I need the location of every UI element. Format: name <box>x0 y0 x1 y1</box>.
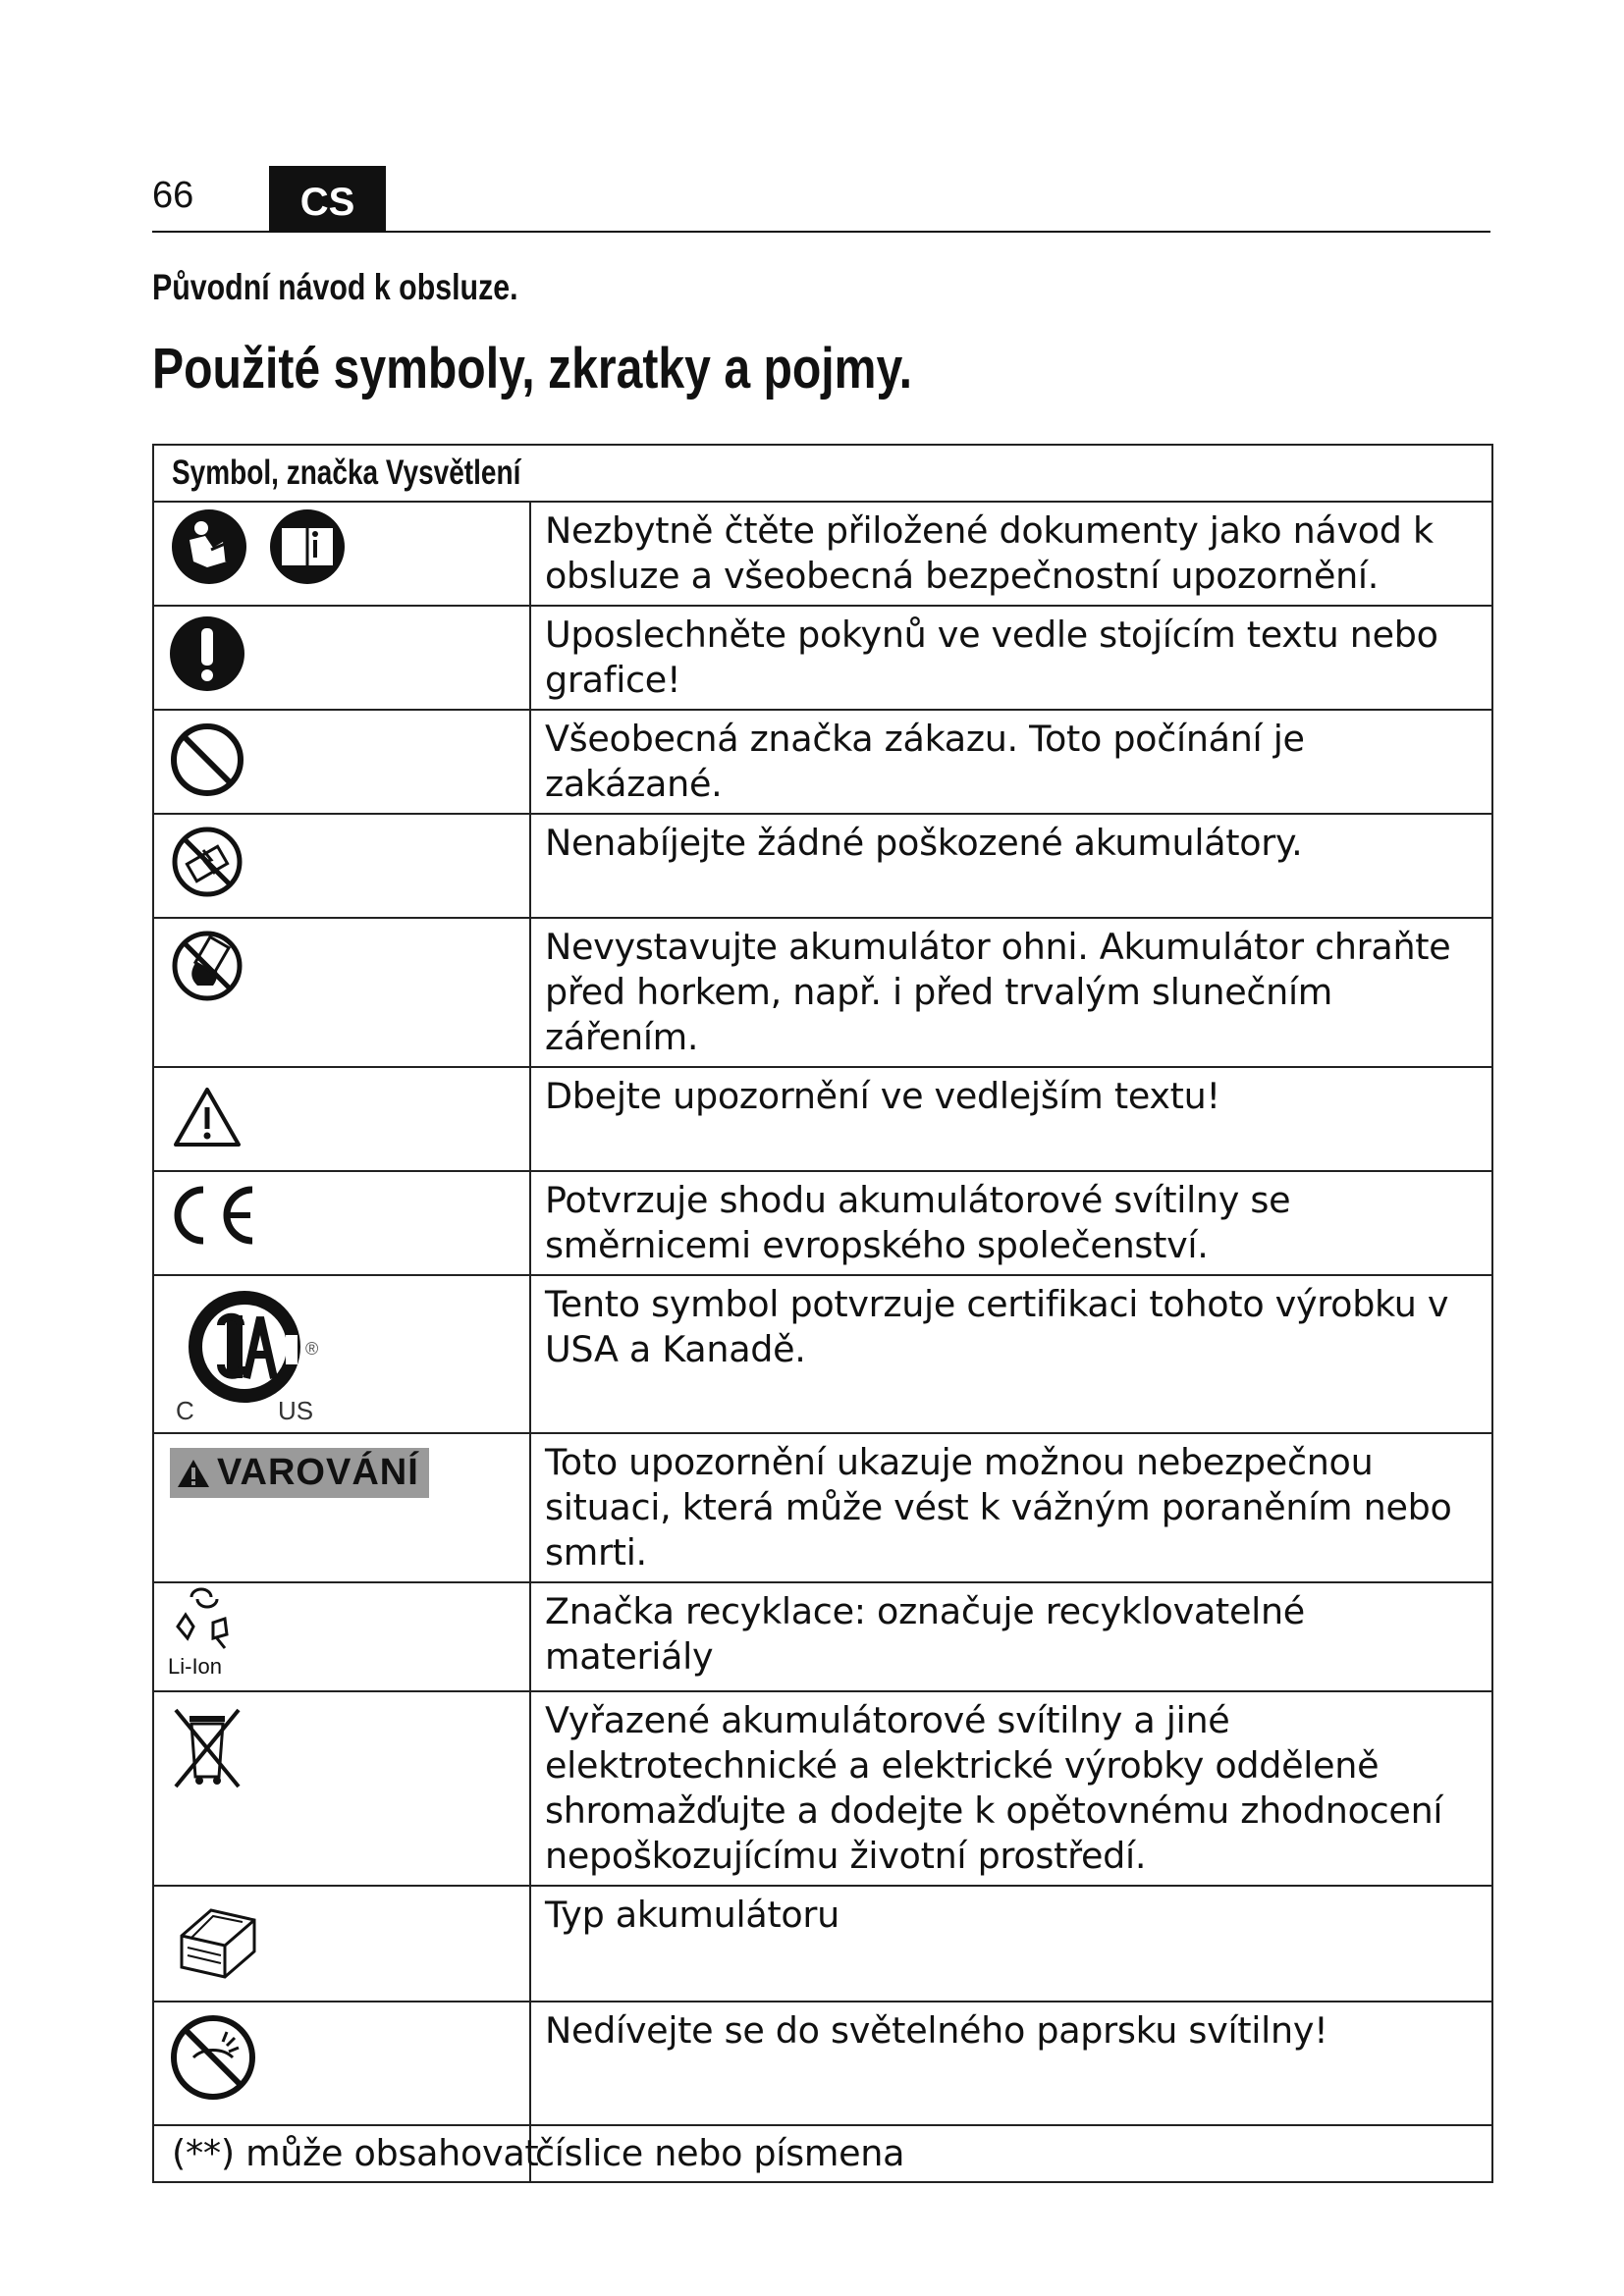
table-row <box>153 918 1492 1067</box>
row-description: Nevystavujte akumulátor ohni. Akumulátor chraňte před horkem, např. i před trvalým slunečním zářením. <box>545 926 1451 1058</box>
page-title: Použité symboly, zkratky a pojmy. <box>152 337 913 400</box>
varovani-badge-text: VAROVÁNÍ <box>217 1452 419 1493</box>
row-description: Všeobecná značka zákazu. Toto počínání je zakázané. <box>545 718 1305 805</box>
row-description: Nezbytně čtěte přiložené dokumenty jako návod k obsluze a všeobecná bezpečnostní upozornění. <box>545 509 1434 597</box>
row-description: Potvrzuje shodu akumulátorové svítilny se směrnicemi evropského společenství. <box>545 1179 1291 1266</box>
table-row <box>153 1886 1492 2002</box>
table-header-row <box>153 445 1492 502</box>
varovani-badge <box>170 1448 429 1498</box>
row-description: Vyřazené akumulátorové svítilny a jiné elektrotechnické a elektrické výrobky odděleně shromažďujte a dodejte k opětovnému zhodnocení nepoškozujícímu životní prostředí. <box>545 1699 1443 1877</box>
row-description: Nedívejte se do světelného paprsku svítilny! <box>545 2009 1328 2052</box>
document-subtitle: Původní návod k obsluze. <box>152 267 518 307</box>
csa-registered-mark: ® <box>305 1339 319 1359</box>
crossed-bin-icon <box>154 1692 529 1792</box>
table-row <box>153 2002 1492 2125</box>
table-row <box>153 710 1492 814</box>
exclamation-icon <box>154 607 529 695</box>
warning-triangle-icon <box>176 1458 211 1489</box>
no-stare-beam-icon <box>154 2002 529 2110</box>
recycle-li-ion-icon <box>154 1583 529 1682</box>
read-manual-icon <box>154 503 529 591</box>
battery-pack-icon <box>154 1887 529 1985</box>
table-row <box>153 1275 1492 1433</box>
footnote-right: číslice nebo písmena <box>535 2132 905 2174</box>
table-row <box>153 1691 1492 1886</box>
row-description: Značka recyklace: označuje recyklovatelné materiály <box>545 1590 1305 1678</box>
no-charge-damaged-battery-icon <box>154 815 529 903</box>
symbols-table <box>152 444 1493 2183</box>
footnote-left: (**) může obsahovat <box>172 2132 539 2174</box>
ce-mark-icon <box>154 1172 529 1249</box>
table-row <box>153 502 1492 606</box>
table-row <box>153 1433 1492 1582</box>
li-ion-label: Li-Ion <box>168 1654 223 1679</box>
row-description: Dbejte upozornění ve vedlejším textu! <box>545 1075 1220 1117</box>
table-row <box>153 1171 1492 1275</box>
csa-mark-icon <box>154 1276 529 1429</box>
table-row <box>153 814 1492 918</box>
no-fire-battery-icon <box>154 919 529 1007</box>
page-number: 66 <box>152 175 194 216</box>
row-description: Nenabíjejte žádné poškozené akumulátory. <box>545 822 1303 864</box>
row-description: Tento symbol potvrzuje certifikaci tohoto výrobku v USA a Kanadě. <box>545 1283 1449 1370</box>
csa-c-label: C <box>176 1396 194 1423</box>
table-row <box>153 606 1492 710</box>
warning-triangle-icon <box>154 1068 529 1156</box>
prohibition-icon <box>154 711 529 799</box>
csa-us-label: US <box>278 1396 314 1423</box>
table-header: Symbol, značka Vysvětlení <box>172 454 521 492</box>
table-row <box>153 1582 1492 1691</box>
header-rule <box>152 231 1490 233</box>
table-footer-row <box>153 2125 1492 2182</box>
row-description: Toto upozornění ukazuje možnou nebezpečnou situaci, která může vést k vážným poraněním nebo smrti. <box>545 1441 1452 1574</box>
table-row <box>153 1067 1492 1171</box>
language-badge: CS <box>269 166 386 233</box>
row-description: Typ akumulátoru <box>545 1894 839 1936</box>
row-description: Uposlechněte pokynů ve vedle stojícím textu nebo grafice! <box>545 614 1438 701</box>
